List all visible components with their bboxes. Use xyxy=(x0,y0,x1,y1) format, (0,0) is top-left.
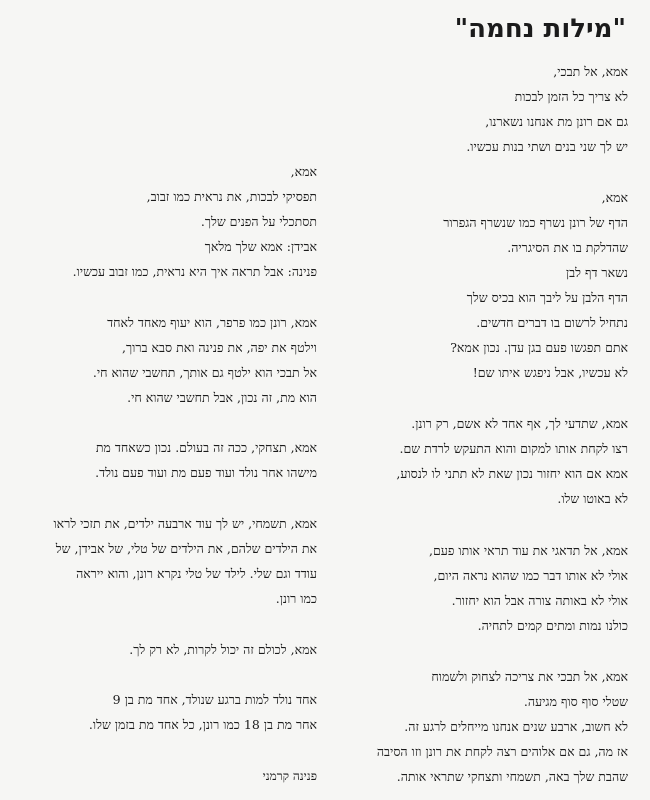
right-line: אתם תפגשו פעם בגן עדן. נכון אמא? xyxy=(450,340,628,355)
poem-title: "מילות נחמה" xyxy=(454,14,626,44)
right-line: הדף של רונן נשרף כמו שנשרף הגפרור xyxy=(443,215,628,230)
right-line: אולי לא אותו דבר כמו שהוא נראה היום, xyxy=(433,568,628,583)
right-line: שהדלקת בו את הסיגריה. xyxy=(507,240,628,255)
author-signature: פנינה קרמני xyxy=(262,769,317,783)
left-line: עודד וגם שלי. לילד של טלי נקרא רונן, והוא ייראה xyxy=(76,566,317,581)
left-line: אמא, לכולם זה יכול לקרות, לא רק לך. xyxy=(129,642,317,657)
right-line: אמא, אל תדאגי את עוד תראי אותו פעם, xyxy=(429,543,628,558)
right-line: אמא, xyxy=(601,190,628,205)
right-line: אמא, אל תבכי את צריכה לצחוק ולשמוח xyxy=(431,669,628,684)
left-line: אחר מת בן 18 כמו רונן, כל אחד מת בזמן שלו. xyxy=(88,717,317,732)
left-line: אמא, רונן כמו פרפר, הוא יעוף מאחד לאחד xyxy=(107,315,317,330)
left-line: כמו רונן. xyxy=(275,591,317,606)
right-column xyxy=(328,0,628,800)
right-line: הדף הלבן על ליבך הוא בכיס שלך xyxy=(466,290,628,305)
left-line: מישהו אחר נולד ועוד פעם מת ועוד פעם נולד. xyxy=(95,465,317,480)
left-column xyxy=(5,0,317,800)
right-line: אולי לא באותה צורה אבל הוא יחזור. xyxy=(451,593,628,608)
left-line: אבידן: אמא שלך מלאך xyxy=(204,239,317,254)
right-line: לא צריך כל הזמן לבכות xyxy=(514,89,628,104)
right-line: כולנו נמות ומתים קמים לתחיה. xyxy=(477,618,628,633)
right-line: אז מה, גם אם אלוהים רצה לקחת את רונן וזו הסיבה xyxy=(376,744,628,759)
left-line: אמא, תצחקי, ככה זה בעולם. נכון כשאחד מת xyxy=(95,440,317,455)
right-line: גם אם רונן מת אנחנו נשארנו, xyxy=(485,114,628,129)
left-line: אחד נולד למות ברגע שנולד, אחד מת בן 9 xyxy=(112,692,317,707)
left-line: הוא מת, זה נכון, אבל תחשבי שהוא חי. xyxy=(127,390,317,405)
right-line: שטלי סוף סוף מגיעה. xyxy=(523,694,628,709)
right-line: נשאר דף לבן xyxy=(565,265,628,280)
left-line: אמא, xyxy=(290,164,317,179)
right-line: נתחיל לרשום בו דברים חדשים. xyxy=(476,315,628,330)
left-line: אמא, תשמחי, יש לך עוד ארבעה ילדים, את תזכי לראו xyxy=(53,516,317,531)
right-line: לא עכשיו, אבל ניפגש איתו שם! xyxy=(472,365,628,380)
right-line: אמא, אל תבכי, xyxy=(553,64,628,79)
left-line: את הילדים שלהם, את הילדים של טלי, של אבידן, של xyxy=(55,541,317,556)
left-line: תפסיקי לבכות, את נראית כמו זבוב, xyxy=(146,189,317,204)
right-line: לא באוטו שלו. xyxy=(557,491,628,506)
right-line: לא חשוב, ארבע שנים אנחנו מייחלים לרגע זה. xyxy=(404,719,628,734)
left-line: פנינה: אבל תראה איך היא נראית, כמו זבוב עכשיו. xyxy=(72,264,317,279)
right-line: אמא אם הוא יחזור נכון שאת לא תתני לו לנסוע, xyxy=(396,466,628,481)
left-line: אל תבכי הוא ילטף גם אותך, תחשבי שהוא חי. xyxy=(92,365,317,380)
right-line: שהבת שלך באה, תשמחי ותצחקי שתראי אותה. xyxy=(396,769,628,784)
right-line: יש לך שני בנים ושתי בנות עכשיו. xyxy=(466,139,628,154)
right-line: רצו לקחת אותו למקום והוא התעקש לרדת שם. xyxy=(399,441,628,456)
left-line: תסתכלי על הפנים שלך. xyxy=(200,214,317,229)
left-line: וילטף את יפה, את פנינה ואת סבא ברוך, xyxy=(122,340,317,355)
right-line: אמא, שתדעי לך, אף אחד לא אשם, רק רונן. xyxy=(411,416,628,431)
